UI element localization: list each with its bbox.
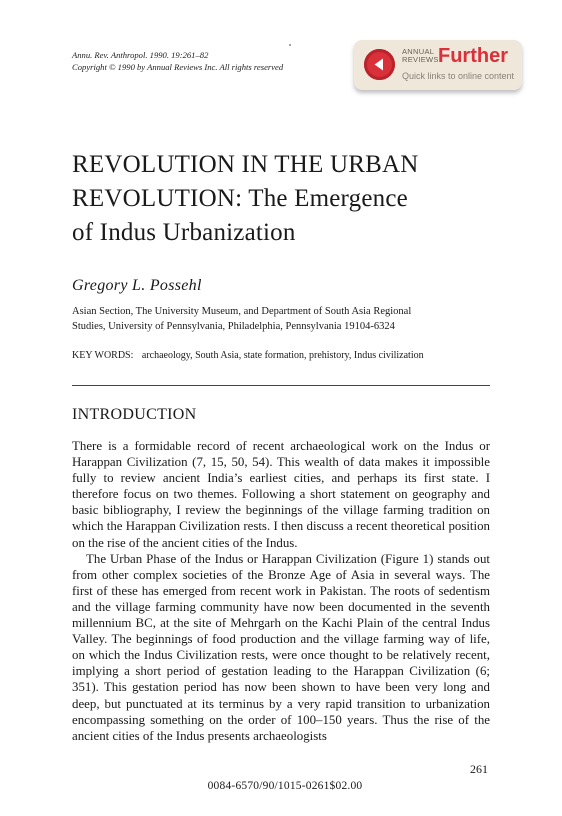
red-left-arrow-icon <box>364 49 395 80</box>
speck-mark <box>289 44 291 46</box>
citation-line-1: Annu. Rev. Anthropol. 1990. 19:261–82 <box>72 50 209 60</box>
keywords-list: archaeology, South Asia, state formation, prehistory, Indus civilization <box>141 350 424 361</box>
banner-subtitle: Quick links to online content <box>402 71 515 81</box>
keywords-line <box>72 349 424 362</box>
keywords-label: KEY WORDS: <box>72 350 134 361</box>
author-name: Gregory L. Possehl <box>72 277 202 294</box>
banner-reviews-label: REVIEWS <box>402 55 439 64</box>
affiliation-line-2: Studies, University of Pennsylvania, Philadelphia, Pennsylvania 19104-6324 <box>72 321 395 332</box>
annual-reviews-further-banner[interactable] <box>354 40 522 90</box>
section-heading: INTRODUCTION <box>72 406 197 423</box>
article-title <box>72 148 512 250</box>
citation-line-2: Copyright © 1990 by Annual Reviews Inc. All rights reserved <box>72 62 284 72</box>
paragraph-1: There is a formidable record of recent archaeological work on the Indus or Harappan Civilization (7, 15, 50, 54). This wealth of data makes it impossible fully to review ancient India’s earliest cities, and perhaps its first state. I therefore focus on two themes. Following a short statement on geography and basic bibliography, I review the beginnings of the village farming tradition on which the Harappan Civilization rests. I then discuss a recent theoretical position on the rise of the ancient cities of the Indus. <box>72 439 490 550</box>
body-text <box>72 438 490 744</box>
title-line-3: of Indus Urbanization <box>72 219 296 246</box>
author-affiliation <box>72 304 492 334</box>
section-divider <box>72 385 490 386</box>
banner-further-label: Further <box>438 45 508 67</box>
banner-brand <box>402 48 439 64</box>
article-code: 0084-6570/90/1015-0261$02.00 <box>207 780 363 792</box>
paragraph-2: The Urban Phase of the Indus or Harappan Civilization (Figure 1) stands out from other complex societies of the Bronze Age of Asia in several ways. The first of these has emerged from recent work in Pakistan. The roots of sedentism and the village farming community have now been documented in the seventh millennium BC, at the site of Mehrgarh on the Kachi Plain of the central Indus Valley. The beginnings of food production and the village farming way of life, on which the Indus Civilization rests, were once thought to be relatively recent, implying a short period of gestation leading to the Harappan Civilization (6; 351). This gestation period has now been shown to have been very long and deep, but punctuated at its terminus by a very rapid transition to urbanization encompassing something on the order of 100–150 years. Thus the rise of the ancient cities of the Indus presents archaeologists <box>72 551 490 743</box>
title-line-1: REVOLUTION IN THE URBAN <box>72 151 419 178</box>
journal-citation <box>72 49 283 73</box>
affiliation-line-1: Asian Section, The University Museum, and Department of South Asia Regional <box>72 306 412 317</box>
banner-annual-label: ANNUAL <box>402 47 435 56</box>
page-number: 261 <box>470 762 488 776</box>
title-line-2: REVOLUTION: The Emergence <box>72 185 408 212</box>
